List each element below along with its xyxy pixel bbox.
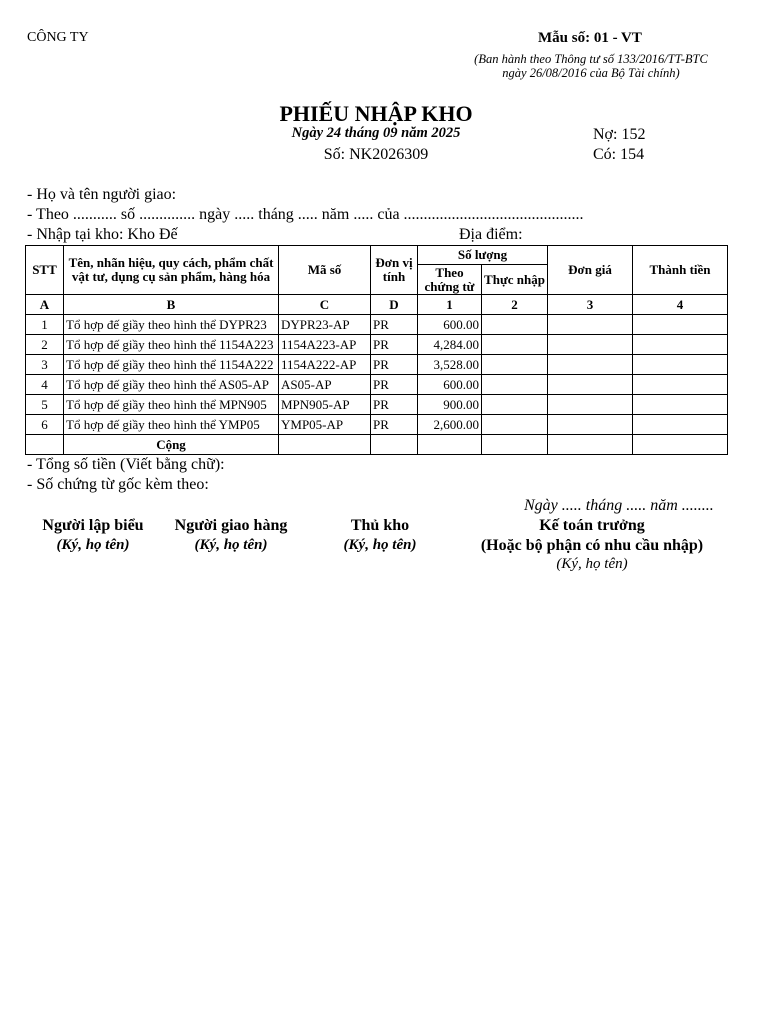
issued-by-line2: ngày 26/08/2016 của Bộ Tài chính) (502, 66, 680, 80)
header-amount: Thành tiền (633, 246, 728, 295)
row-code: MPN905-AP (279, 395, 371, 415)
header-row (26, 246, 728, 265)
total-empty-cell (482, 435, 548, 455)
document-title: PHIẾU NHẬP KHO (279, 101, 473, 126)
row-name: Tổ hợp đế giầy theo hình thể MPN905 (64, 395, 279, 415)
row-unit: PR (371, 355, 418, 375)
storekeeper-signature (326, 517, 434, 554)
row-qty-actual (482, 315, 548, 335)
row-name: Tổ hợp đế giầy theo hình thể AS05-AP (64, 375, 279, 395)
header-code: Mã số (279, 246, 371, 295)
header-unit: Đơn vị tính (371, 246, 418, 295)
row-qty-actual (482, 335, 548, 355)
row-qty-actual (482, 395, 548, 415)
debit-account: Nợ: 152 (593, 126, 646, 143)
row-amount (633, 415, 728, 435)
reference-line: - Theo ........... số .............. ngày ..... tháng ..... năm ..... của ............................................. (27, 206, 584, 223)
index-cell: B (64, 295, 279, 315)
issued-by-line1: (Ban hành theo Thông tư số 133/2016/TT-BTC (474, 52, 708, 66)
row-unit: PR (371, 375, 418, 395)
row-amount (633, 355, 728, 375)
credit-account: Có: 154 (593, 146, 645, 163)
row-price (548, 335, 633, 355)
header-name: Tên, nhãn hiệu, quy cách, phẩm chất vật tư, dụng cụ sản phẩm, hàng hóa (64, 246, 279, 295)
total-empty-cell (548, 435, 633, 455)
chief-accountant-signature (462, 517, 722, 573)
table-row (26, 335, 728, 355)
total-empty-cell (279, 435, 371, 455)
row-price (548, 375, 633, 395)
row-qty-doc: 4,284.00 (418, 335, 482, 355)
row-stt: 2 (26, 335, 64, 355)
chief-accountant-sign-hint: (Ký, họ tên) (556, 556, 628, 572)
chief-accountant-alt-title: (Hoặc bộ phận có nhu cầu nhập) (480, 537, 704, 554)
table-row (26, 395, 728, 415)
signature-date-line: Ngày ..... tháng ..... năm ........ (524, 497, 714, 514)
row-code: 1154A223-AP (279, 335, 371, 355)
index-cell: C (279, 295, 371, 315)
row-amount (633, 335, 728, 355)
company-label: CÔNG TY (27, 30, 89, 45)
header-qty-actual: Thực nhập (482, 265, 548, 295)
index-cell: 1 (418, 295, 482, 315)
table-row (26, 355, 728, 375)
issued-by-note (430, 52, 752, 80)
row-price (548, 315, 633, 335)
row-qty-doc: 600.00 (418, 315, 482, 335)
row-amount (633, 375, 728, 395)
chief-accountant-title: Kế toán trưởng (539, 517, 645, 534)
row-price (548, 355, 633, 375)
table-row (26, 415, 728, 435)
row-name: Tổ hợp đế giầy theo hình thể DYPR23 (64, 315, 279, 335)
total-empty-cell (371, 435, 418, 455)
goods-receipt-table (25, 245, 728, 455)
row-stt: 1 (26, 315, 64, 335)
table-row (26, 375, 728, 395)
row-qty-actual (482, 415, 548, 435)
total-empty-cell (26, 435, 64, 455)
document-date: Ngày 24 tháng 09 năm 2025 (291, 125, 461, 141)
deliverer-signature (166, 517, 296, 554)
row-unit: PR (371, 395, 418, 415)
row-stt: 4 (26, 375, 64, 395)
preparer-sign-hint: (Ký, họ tên) (56, 537, 130, 553)
row-name: Tổ hợp đế giầy theo hình thể YMP05 (64, 415, 279, 435)
deliverer-title: Người giao hàng (174, 517, 288, 534)
storekeeper-title: Thủ kho (350, 517, 410, 534)
index-cell: D (371, 295, 418, 315)
row-name: Tổ hợp đế giầy theo hình thể 1154A223 (64, 335, 279, 355)
attached-docs-line: - Số chứng từ gốc kèm theo: (27, 476, 209, 493)
row-stt: 6 (26, 415, 64, 435)
row-qty-actual (482, 355, 548, 375)
row-qty-doc: 2,600.00 (418, 415, 482, 435)
row-code: DYPR23-AP (279, 315, 371, 335)
row-code: 1154A222-AP (279, 355, 371, 375)
total-in-words-line: - Tổng số tiền (Viết bằng chữ): (27, 456, 225, 473)
deliverer-sign-hint: (Ký, họ tên) (194, 537, 268, 553)
table-row (26, 315, 728, 335)
index-cell: 4 (633, 295, 728, 315)
preparer-signature (31, 517, 155, 554)
index-row (26, 295, 728, 315)
row-qty-doc: 3,528.00 (418, 355, 482, 375)
preparer-title: Người lập biểu (42, 517, 144, 534)
row-amount (633, 395, 728, 415)
row-stt: 3 (26, 355, 64, 375)
row-price (548, 415, 633, 435)
row-stt: 5 (26, 395, 64, 415)
total-empty-cell (418, 435, 482, 455)
row-name: Tổ hợp đế giầy theo hình thể 1154A222 (64, 355, 279, 375)
header-quantity: Số lượng (418, 246, 548, 265)
document-number: Số: NK2026309 (323, 146, 429, 163)
header-price: Đơn giá (548, 246, 633, 295)
storekeeper-sign-hint: (Ký, họ tên) (343, 537, 417, 553)
total-label: Cộng (64, 435, 279, 455)
row-unit: PR (371, 335, 418, 355)
index-cell: 2 (482, 295, 548, 315)
form-number: Mẫu số: 01 - VT (538, 30, 642, 46)
index-cell: A (26, 295, 64, 315)
warehouse-line: - Nhập tại kho: Kho Đế (27, 226, 178, 243)
header-stt: STT (26, 246, 64, 295)
row-qty-doc: 900.00 (418, 395, 482, 415)
row-unit: PR (371, 315, 418, 335)
row-qty-doc: 600.00 (418, 375, 482, 395)
index-cell: 3 (548, 295, 633, 315)
row-code: YMP05-AP (279, 415, 371, 435)
row-amount (633, 315, 728, 335)
header-qty-doc: Theo chứng từ (418, 265, 482, 295)
location-label: Địa điểm: (459, 226, 523, 243)
row-unit: PR (371, 415, 418, 435)
row-qty-actual (482, 375, 548, 395)
deliverer-line: - Họ và tên người giao: (27, 186, 177, 203)
row-price (548, 395, 633, 415)
total-empty-cell (633, 435, 728, 455)
row-code: AS05-AP (279, 375, 371, 395)
total-row (26, 435, 728, 455)
